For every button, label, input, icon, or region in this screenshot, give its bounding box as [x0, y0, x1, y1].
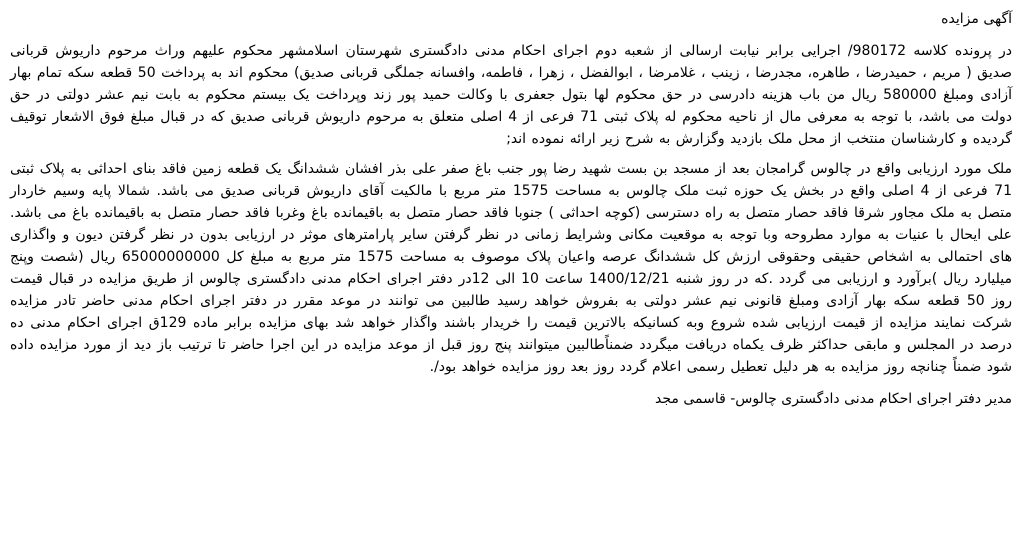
notice-title: آگهی مزایده	[941, 11, 1012, 27]
notice-paragraph-property: ملک مورد ارزیابی واقع در چالوس گرامجان بعد از مسجد بن بست شهید رضا پور جنب باغ صفر علی بذر افشان ششدانگ یک قطعه زمین فاقد بنای احداثی به پلاک ثبتی 71 فرعی از 4 اصلی واقع در بخش یک حوزه ثبت ملک چالوس به مساحت 1575 متر مربع با مالکیت آقای داریوش قربانی صدیق می باشد. شمالا پایه وسیم خاردار متصل به ملک مجاور شرقا فاقد حصار متصل به راه دسترسی (کوچه احداثی ) جنوبا فاقد حصار متصل به باقیمانده باغ وغربا فاقد حصار متصل به باقیمانده باغ می باشد. علی ایحال با عنیات به موارد مطروحه وبا توجه به موقعیت مکانی وشرایط زمانی در نظر گرفتن سایر پارامترهای موثر در ارزیابی بدون در نظر گرفتن دیون و واگذاری های احتمالی به اشخاص حقیقی وحقوقی ارزش کل ششدانگ عرصه واعیان پلاک موصوف به مساحت 1575 متر مربع به مبلغ کل 65000000000 ریال (شصت وپنج میلیارد ریال )برآورد و ارزیابی می گردد .که در روز شنبه 1400/12/21 ساعت 10 الی 12در دفتر اجرای احکام مدنی دادگستری چالوس از طریق مزایده در قبال قیمت روز 50 قطعه سکه بهار آزادی ومبلغ قانونی نیم عشر دولتی به بفروش خواهد رسید طالبین می توانند در موعد مقرر در دفتر اجرای احکام مدنی حاضر تادر مزایده شرکت نمایند مزایده از قیمت ارزیابی شده شروع وبه کسانیکه بالاترین قیمت را خریدار باشند واگذار خواهد شد بهای مزایده برابر ماده 129ق اجرای احکام مدنی ده درصد در المجلس و مابقی حداکثر ظرف یکماه دریافت میگردد ضمناًطالبین میتوانند پنج روز قبل از موعد مزایده در این اجرا حاضر تا ترتیب باز دید از مورد مزایده داده شود ضمناً چنانچه روز مزایده به هر دلیل تعطیل رسمی اعلام گردد روز بعد روز مزایده خواهد بود/.	[10, 161, 1013, 375]
notice-paragraph-case: در پرونده کلاسه 980172/ اجرایی برابر نیابت ارسالی از شعبه دوم اجرای احکام مدنی دادگستری شهرستان اسلامشهر محکوم علیهم وراث مرحوم داریوش قربانی صدیق ( مریم ، حمیدرضا ، طاهره، مجدرضا ، زینب ، غلامرضا ، ابوالفضل ، زهرا ، فاطمه، وافسانه جملگی قربانی صدیق) محکوم اند به پرداخت 50 قطعه سکه تمام بهار آزادی ومبلغ 580000 ریال من باب هزینه دادرسی در حق محکوم لها بتول جعفری با وکالت حمید پور زند وپرداخت یک بیستم محکوم به بابت نیم عشر دولتی در حق دولت می باشد، با توجه به معرفی مال از ناحیه محکوم له پلاک ثبتی 71 فرعی از 4 اصلی متعلق به مرحوم داریوش قربانی صدیق که در قبال مبلغ فوق الاشعار توقیف گردیده و کارشناسان منتخب از محل ملک بازدید وگزارش به شرح زیر ارائه نموده اند;	[10, 43, 1013, 147]
notice-signature: مدیر دفتر اجرای احکام مدنی دادگستری چالوس- قاسمی مجد	[655, 391, 1012, 407]
auction-notice	[10, 8, 1012, 540]
